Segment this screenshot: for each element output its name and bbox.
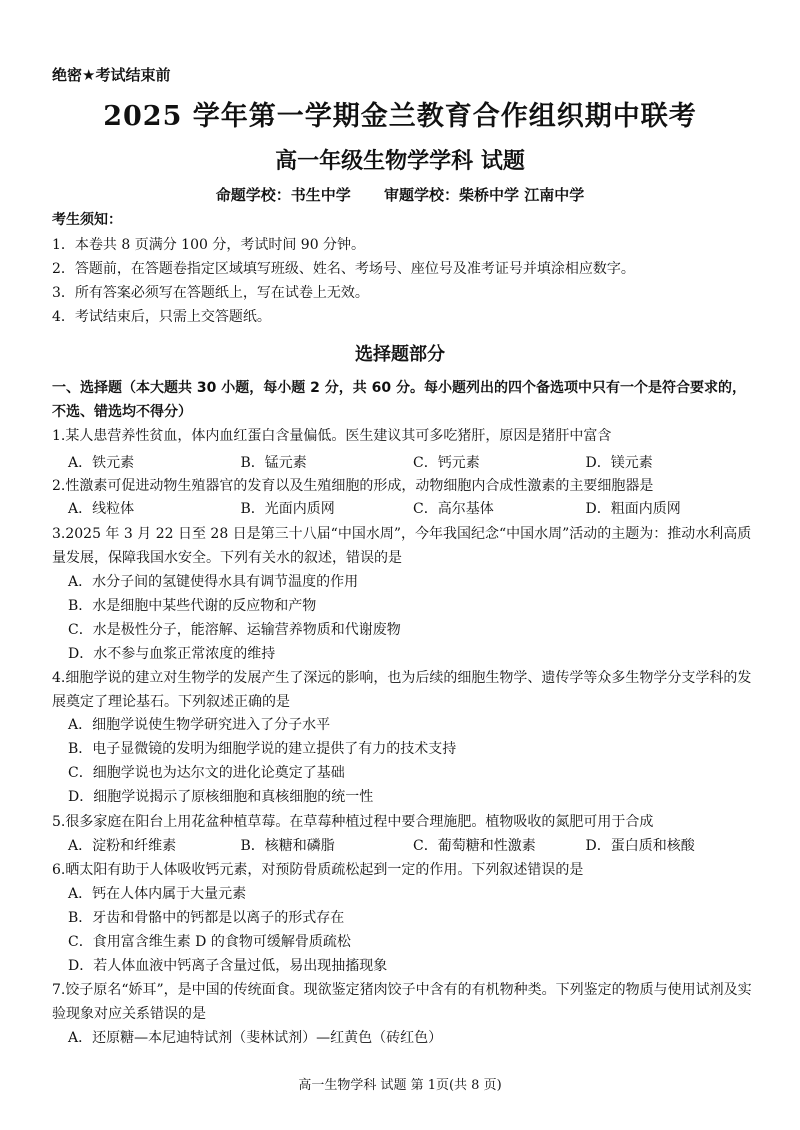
option: C．水是极性分子，能溶解、运输营养物质和代谢废物 (68, 622, 401, 638)
question-stem: 2.性激素可促进动物生殖器官的发育以及生殖细胞的形成，动物细胞内合成性激素的主要细胞器是 (52, 478, 654, 494)
reviewer-school: 审题学校：柴桥中学 江南中学 (384, 186, 585, 204)
confidential-label: 绝密★考试结束前 (52, 66, 171, 84)
option: D．水不参与血浆正常浓度的维持 (68, 646, 276, 662)
notice-item: 4．考试结束后，只需上交答题纸。 (52, 309, 271, 325)
option: C．食用富含维生素 D 的食物可缓解骨质疏松 (68, 934, 351, 950)
section-heading: 选择题部分 (355, 344, 445, 365)
option: B．牙齿和骨骼中的钙都是以离子的形式存在 (68, 910, 345, 926)
option: C．葡萄糖和性激素 (413, 838, 536, 854)
option: A．淀粉和纤维素 (68, 838, 177, 854)
option: A．钙在人体内属于大量元素 (68, 886, 247, 902)
option: A．细胞学说使生物学研究进入了分子水平 (68, 717, 331, 733)
option: D．细胞学说揭示了原核细胞和真核细胞的统一性 (68, 789, 374, 805)
question-stem: 6.晒太阳有助于人体吸收钙元素，对预防骨质疏松起到一定的作用。下列叙述错误的是 (52, 862, 584, 878)
notice-item: 2．答题前，在答题卷指定区域填写班级、姓名、考场号、座位号及准考证号并填涂相应数字。 (52, 261, 635, 277)
notice-item: 1．本卷共 8 页满分 100 分，考试时间 90 分钟。 (52, 237, 366, 253)
option-row (68, 498, 758, 518)
exam-subtitle: 高一年级生物学学科 试题 (275, 148, 525, 174)
page-footer: 高一生物学科 试题 第 1页(共 8 页) (298, 1078, 502, 1093)
option: D．蛋白质和核酸 (585, 838, 695, 854)
option: C．高尔基体 (413, 501, 494, 517)
option: C．细胞学说也为达尔文的进化论奠定了基础 (68, 765, 345, 781)
option: B．核糖和磷脂 (240, 838, 335, 854)
option: A．线粒体 (68, 501, 135, 517)
exam-title: 2025 学年第一学期金兰教育合作组织期中联考 (103, 101, 697, 132)
option: B．光面内质网 (240, 501, 335, 517)
question-stem: 5.很多家庭在阳台上用花盆种植草莓。在草莓种植过程中要合理施肥。植物吸收的氮肥可用于合成 (52, 814, 654, 830)
option: B．电子显微镜的发明为细胞学说的建立提供了有力的技术支持 (68, 741, 457, 757)
school-info (0, 184, 800, 205)
notice-heading: 考生须知： (52, 212, 122, 228)
question-stem: 3.2025 年 3 月 22 日至 28 日是第三十八届“中国水周”，今年我国纪念“中国水周”活动的主题为：推动水利高质量发展，保障我国水安全。下列有关水的叙述，错误的是 (52, 526, 752, 566)
option: C．钙元素 (413, 455, 480, 471)
option: D．镁元素 (585, 455, 653, 471)
option: A．还原糖—本尼迪特试剂（斐林试剂）—红黄色（砖红色） (68, 1030, 443, 1046)
question-stem: 4.细胞学说的建立对生物学的发展产生了深远的影响，也为后续的细胞生物学、遗传学等众多生物学分支学科的发展奠定了理论基石。下列叙述正确的是 (52, 670, 752, 710)
option-row (68, 835, 758, 855)
option-row (68, 452, 758, 472)
section-instruction: 一、选择题（本大题共 30 小题，每小题 2 分，共 60 分。每小题列出的四个备选项中只有一个是符合要求的，不选、错选均不得分） (52, 380, 746, 420)
proposer-school: 命题学校：书生中学 (215, 186, 351, 204)
option: A．铁元素 (68, 455, 135, 471)
notice-item: 3．所有答案必须写在答题纸上，写在试卷上无效。 (52, 285, 369, 301)
option: A．水分子间的氢键使得水具有调节温度的作用 (68, 574, 359, 590)
option: D．粗面内质网 (585, 501, 681, 517)
option: B．锰元素 (240, 455, 307, 471)
option: D．若人体血液中钙离子含量过低，易出现抽搐现象 (68, 958, 388, 974)
question-stem: 1.某人患营养性贫血，体内血红蛋白含量偏低。医生建议其可多吃猪肝，原因是猪肝中富含 (52, 428, 612, 444)
option: B．水是细胞中某些代谢的反应物和产物 (68, 598, 317, 614)
question-stem: 7.饺子原名“娇耳”，是中国的传统面食。现欲鉴定猪肉饺子中含有的有机物种类。下列鉴定的物质与使用试剂及实验现象对应关系错误的是 (52, 982, 752, 1022)
